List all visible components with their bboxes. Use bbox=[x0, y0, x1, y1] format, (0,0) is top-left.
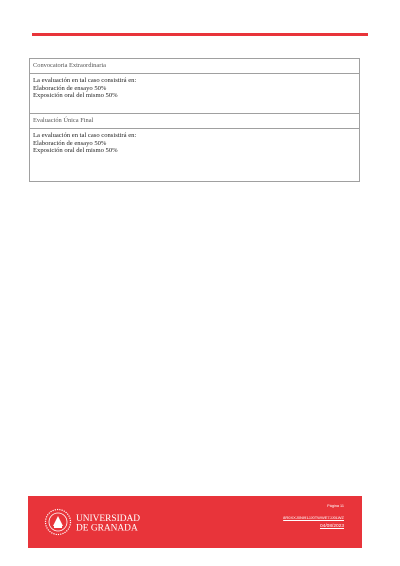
section-line: Exposición oral del mismo 50% bbox=[33, 92, 118, 100]
verification-date-link[interactable]: 04/08/2023 bbox=[319, 524, 344, 529]
verification-code-link[interactable]: 8R0XXJ0NI91JJ0TWWE7JJ0LWZ bbox=[283, 515, 344, 520]
section-line: La evaluación en tal caso consistirá en: bbox=[33, 77, 137, 84]
section-header-single-final: Evaluación Única Final bbox=[30, 114, 359, 129]
section-body-extraordinary bbox=[30, 74, 359, 114]
evaluation-sections-table bbox=[29, 58, 360, 182]
section-line: Elaboración de ensayo 50% bbox=[33, 139, 107, 147]
section-line: Elaboración de ensayo 50% bbox=[33, 84, 107, 92]
top-red-rule bbox=[32, 33, 368, 36]
section-header-extraordinary: Convocatoria Extraordinaria bbox=[30, 59, 359, 74]
logo-line-1: UNIVERSIDAD bbox=[76, 514, 141, 524]
top-red-rule-bar bbox=[32, 33, 368, 36]
logo-line-2: DE GRANADA bbox=[76, 523, 138, 532]
university-seal-icon bbox=[44, 508, 72, 536]
university-logo-text bbox=[76, 512, 176, 532]
section-line: La evaluación en tal caso consistirá en: bbox=[33, 132, 137, 139]
page-number: Página 11 bbox=[327, 504, 344, 508]
section-body-single-final bbox=[30, 129, 359, 181]
footer-banner bbox=[28, 496, 362, 548]
section-line: Exposición oral del mismo 50% bbox=[33, 147, 118, 155]
